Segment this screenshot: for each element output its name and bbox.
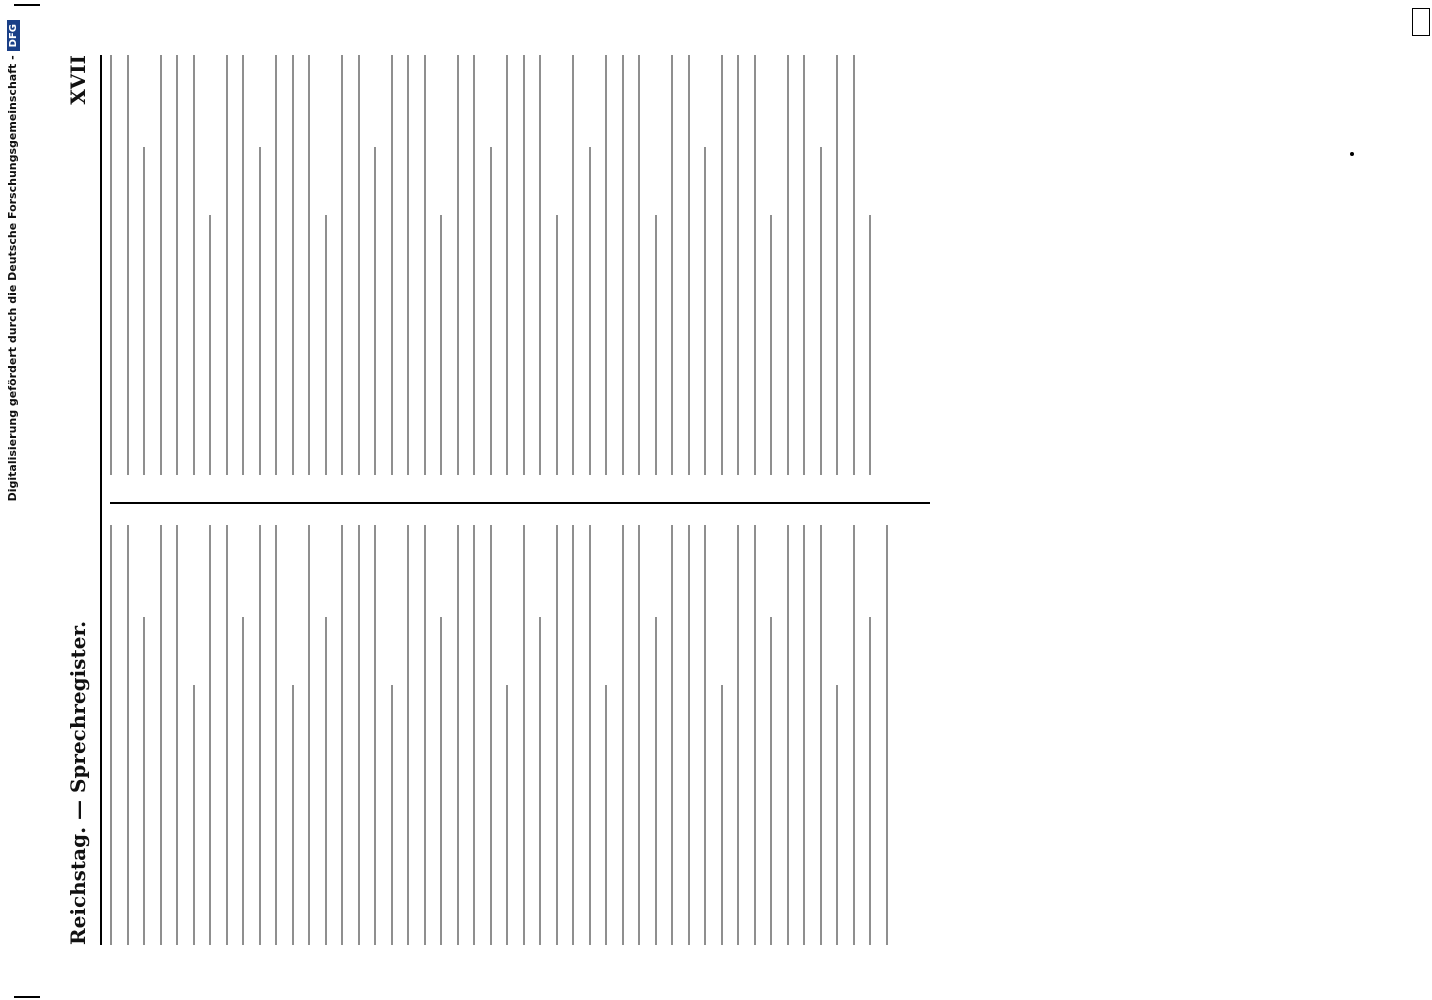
scan-edge-mark (14, 4, 40, 6)
credit-text: Digitalisierung gefördert durch die Deutsche Forschungsgemeinschaft - (6, 55, 19, 502)
digitization-credit (6, 20, 20, 501)
scan-corner-mark (1412, 8, 1430, 36)
column-divider (110, 502, 930, 504)
ink-spot (1350, 152, 1354, 156)
page-number: XVII (66, 55, 90, 105)
column-left (110, 525, 910, 945)
scan-edge-mark (14, 996, 40, 998)
running-title: Reichstag. — Sprechregister. (66, 620, 90, 945)
page-header (58, 55, 98, 945)
column-right (110, 55, 910, 475)
header-rule (100, 55, 102, 945)
dfg-badge: DFG (7, 20, 20, 51)
